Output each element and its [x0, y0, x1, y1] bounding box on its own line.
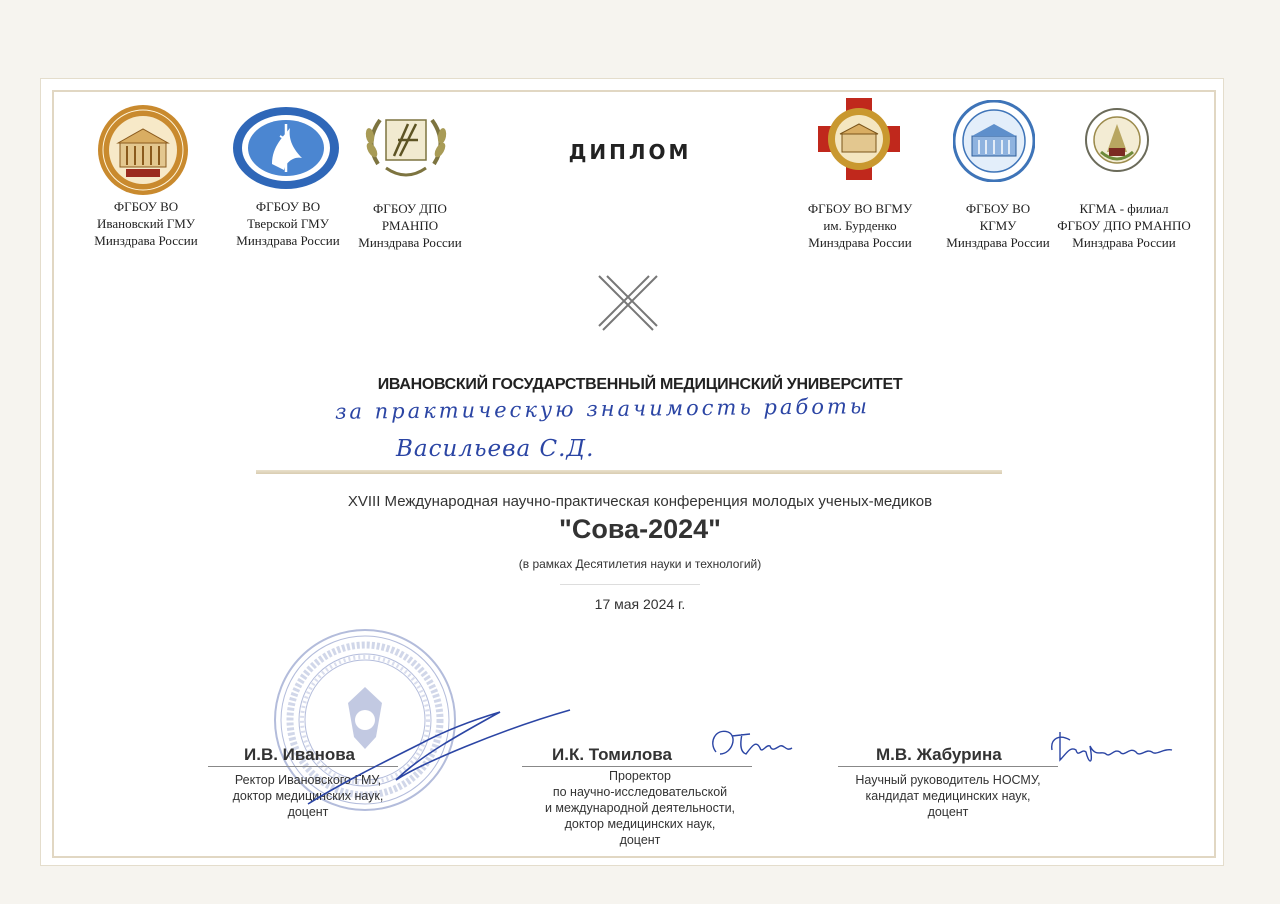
org-caption-kgmu: ФГБОУ ВО КГМУ Минздрава России — [946, 201, 1050, 250]
thin-divider — [560, 584, 700, 585]
event-name: "Сова-2024" — [559, 514, 721, 544]
signature-zhaburina — [1046, 728, 1186, 777]
signatory-2-name: И.К. Томилова — [552, 745, 672, 764]
signatory-3-line — [838, 766, 1058, 767]
kgma-logo — [1085, 108, 1149, 172]
org-caption-ivanovo: ФГБОУ ВО Ивановский ГМУ Минздрава России — [94, 199, 198, 248]
org-caption-vgmu: ФГБОУ ВО ВГМУ им. Бурденко Минздрава России — [807, 201, 913, 250]
cross-lines-ornament-icon — [595, 272, 661, 339]
gold-divider — [256, 470, 1002, 474]
signatory-1-name: И.В. Иванова — [244, 745, 355, 764]
org-caption-rmanpo: ФГБОУ ДПО РМАНПО Минздрава России — [358, 201, 462, 250]
document-title: ДИПЛОМ — [568, 140, 692, 164]
signatory-1-role: Ректор Ивановского ГМУ, доктор медицинских наук, доцент — [232, 773, 384, 819]
kgmu-logo — [953, 100, 1035, 182]
rmanpo-logo — [358, 106, 454, 186]
university-name: ИВАНОВСКИЙ ГОСУДАРСТВЕННЫЙ МЕДИЦИНСКИЙ УНИВЕРСИТЕТ — [377, 376, 903, 393]
handwritten-recipient: Васильева С.Д. — [396, 436, 595, 462]
vgmu-burdenko-logo — [816, 96, 902, 182]
signature-tomilova — [706, 722, 796, 771]
ivanovo-gmu-logo — [96, 103, 190, 197]
event-subtitle: (в рамках Десятилетия науки и технологий) — [518, 557, 762, 571]
handwritten-reason: за практическую значимость работы — [334, 394, 871, 424]
signatory-2-role: Проректор по научно-исследовательской и международной деятельности, доктор медицинских наук, доцент — [544, 769, 736, 847]
tver-gmu-logo — [232, 106, 340, 190]
event-date: 17 мая 2024 г. — [594, 596, 686, 612]
conference-title: XVIII Международная научно-практическая конференция молодых ученых-медиков — [347, 493, 933, 510]
org-caption-tver: ФГБОУ ВО Тверской ГМУ Минздрава России — [236, 199, 340, 248]
org-caption-kgma: КГМА - филиал ФГБОУ ДПО РМАНПО Минздрава России — [1057, 201, 1191, 250]
signatory-3-role: Научный руководитель НОСМУ, кандидат медицинских наук, доцент — [855, 773, 1041, 819]
signatory-3-name: М.В. Жабурина — [876, 745, 1002, 764]
